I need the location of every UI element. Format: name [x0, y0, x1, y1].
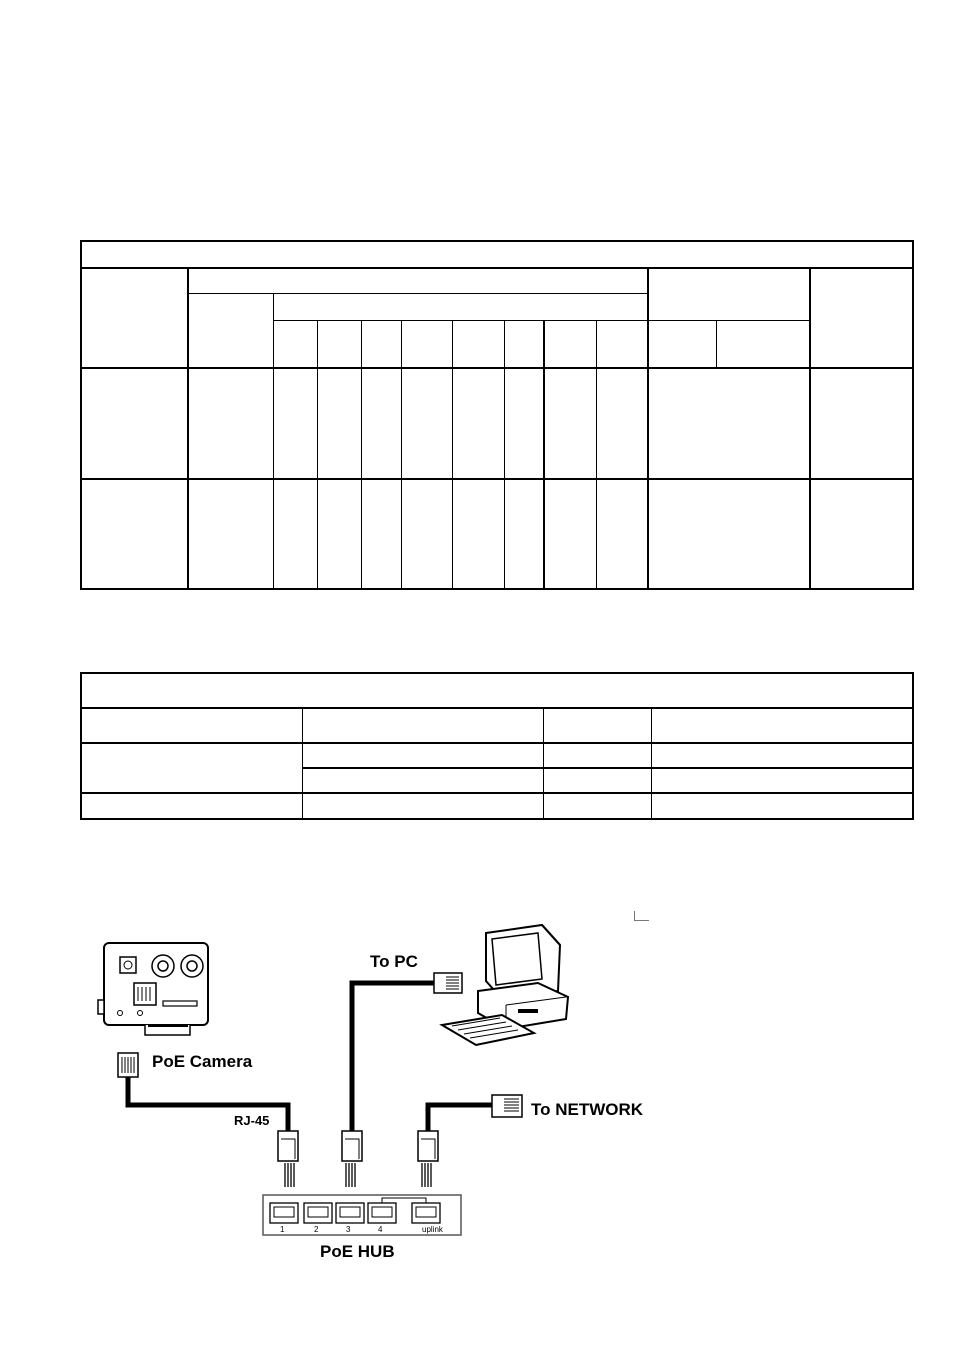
rj45-plug-pc [434, 973, 462, 993]
poe-connection-diagram [90, 905, 670, 1275]
spec-table-1 [80, 240, 914, 590]
label-rj45: RJ-45 [234, 1113, 270, 1128]
label-poe-hub: PoE HUB [320, 1242, 395, 1261]
hub-port-label: uplink [422, 1225, 443, 1234]
hub-port-label: 4 [378, 1225, 383, 1234]
rj45-plug-network [492, 1095, 522, 1117]
rj45-plug-hub-3 [342, 1131, 362, 1187]
rj45-plug-hub-1 [278, 1131, 298, 1187]
label-to-pc: To PC [370, 952, 418, 971]
hub-port-label: 3 [346, 1225, 351, 1234]
label-to-network: To NETWORK [531, 1100, 644, 1119]
hub-port-label: 2 [314, 1225, 319, 1234]
poe-hub-icon [263, 1195, 461, 1235]
hub-port-label: 1 [280, 1225, 285, 1234]
label-poe-camera: PoE Camera [152, 1052, 253, 1071]
poe-camera-icon [98, 943, 208, 1035]
rj45-plug-camera [118, 1053, 138, 1077]
rj45-plug-hub-uplink [418, 1131, 438, 1187]
spec-table-2 [80, 672, 914, 820]
